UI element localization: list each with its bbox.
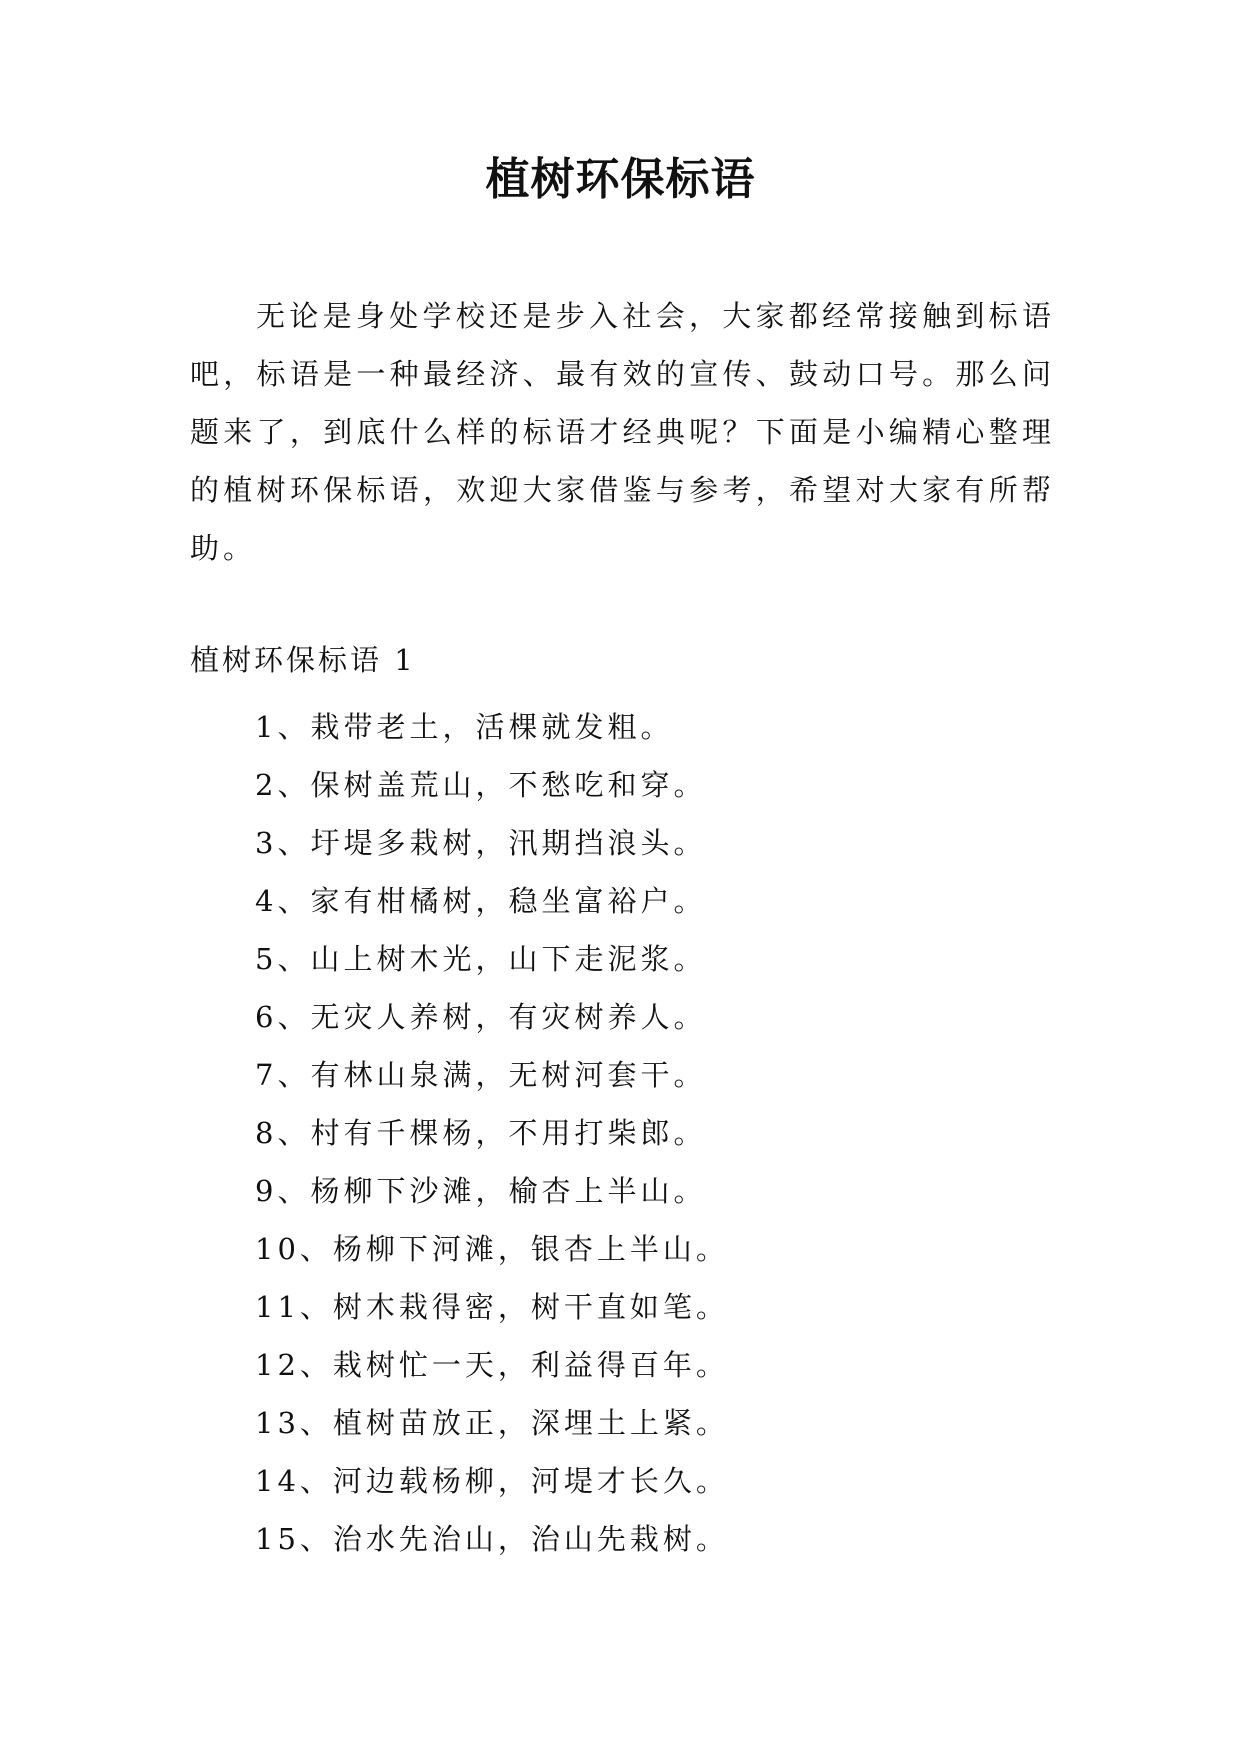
list-item: 1、栽带老土，活棵就发粗。 [255, 710, 674, 744]
document-title: 植树环保标语 [485, 154, 756, 205]
list-item: 15、治水先治山，治山先栽树。 [255, 1522, 729, 1556]
list-item: 7、有林山泉满，无树河套干。 [255, 1058, 707, 1092]
intro-paragraph: 无论是身处学校还是步入社会，大家都经常接触到标语吧，标语是一种最经济、最有效的宣传、鼓动口号。那么问题来了，到底什么样的标语才经典呢？下面是小编精心整理的植树环保标语，欢迎大家借鉴与参考，希望对大家有所帮助。 [190, 299, 1055, 565]
list-item: 12、栽树忙一天，利益得百年。 [255, 1348, 729, 1382]
list-item: 14、河边载杨柳，河堤才长久。 [255, 1464, 729, 1498]
list-item: 10、杨柳下河滩，银杏上半山。 [255, 1232, 729, 1266]
section-heading: 植树环保标语 1 [190, 643, 416, 677]
list-item: 5、山上树木光，山下走泥浆。 [255, 942, 707, 976]
list-item: 4、家有柑橘树，稳坐富裕户。 [255, 884, 707, 918]
list-item: 6、无灾人养树，有灾树养人。 [255, 1000, 707, 1034]
list-item: 2、保树盖荒山，不愁吃和穿。 [255, 768, 707, 802]
list-item: 9、杨柳下沙滩，榆杏上半山。 [255, 1174, 707, 1208]
list-item: 13、植树苗放正，深埋土上紧。 [255, 1406, 729, 1440]
list-item: 11、树木栽得密，树干直如笔。 [255, 1290, 729, 1324]
list-item: 3、圩堤多栽树，汛期挡浪头。 [255, 826, 707, 860]
slogan-list [255, 698, 729, 1568]
list-item: 8、村有千棵杨，不用打柴郎。 [255, 1116, 707, 1150]
